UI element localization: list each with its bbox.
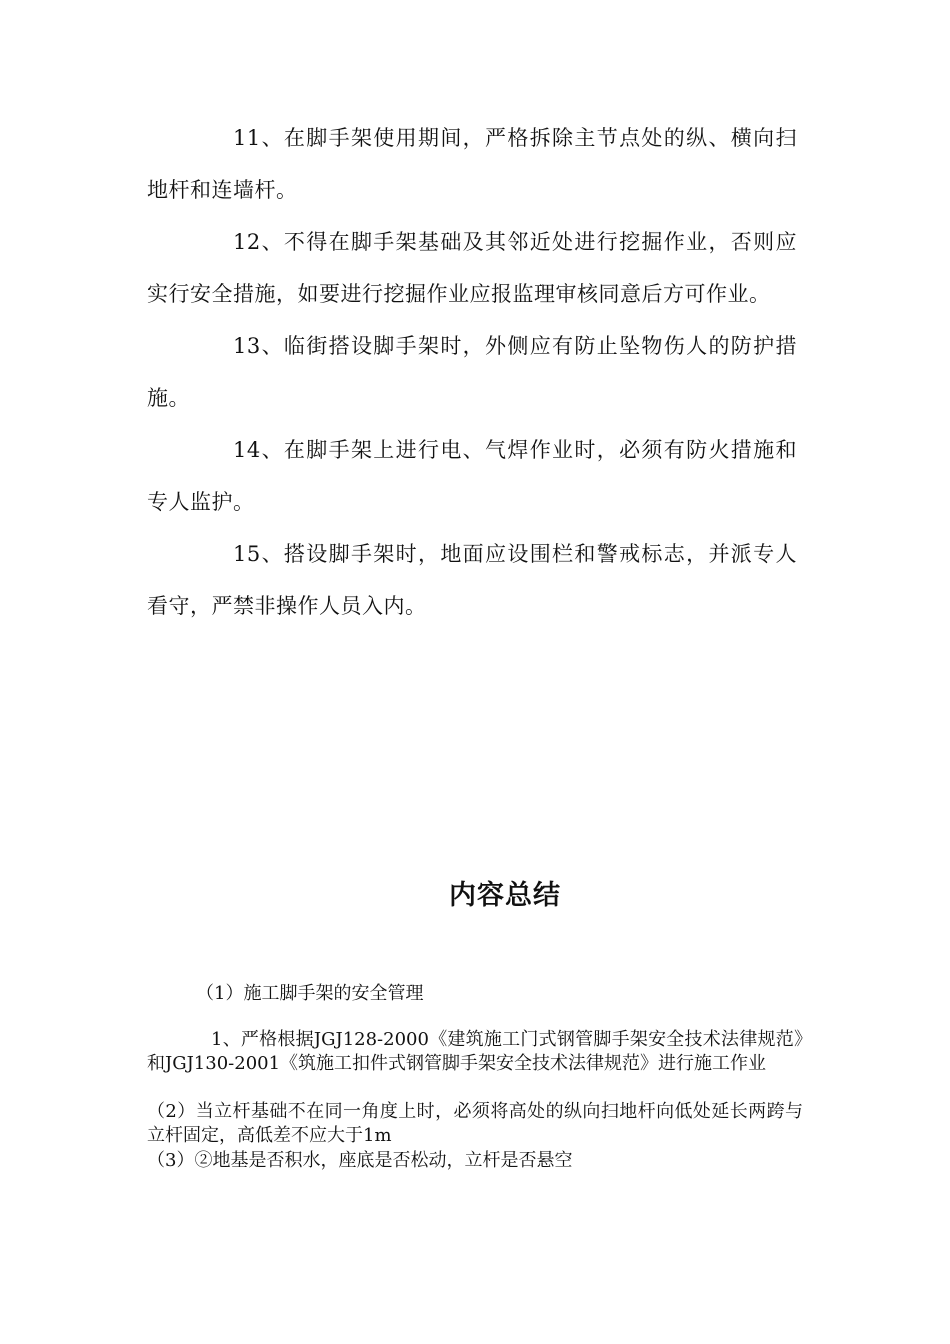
paragraph-item-14: 14、在脚手架上进行电、气焊作业时，必须有防火措施和专人监护。 [147,438,797,514]
paragraph-item-12: 12、不得在脚手架基础及其邻近处进行挖掘作业，否则应实行安全措施，如要进行挖掘作业应报监理审核同意后方可作业。 [147,230,797,306]
paragraph-item-11: 11、在脚手架使用期间，严格拆除主节点处的纵、横向扫地杆和连墙杆。 [147,126,797,202]
summary-item-2: （2）当立杆基础不在同一角度上时，必须将高处的纵向扫地杆向低处延长两跨与立杆固定，高低差不应大于1m [147,1101,803,1146]
summary-item-1: 1、严格根据JGJ128-2000《建筑施工门式钢管脚手架安全技术法律规范》和JGJ130-2001《筑施工扣件式钢管脚手架安全技术法律规范》进行施工作业 [147,1029,803,1074]
summary-subheading: （1）施工脚手架的安全管理 [196,983,424,1004]
paragraph-item-13: 13、临街搭设脚手架时，外侧应有防止坠物伤人的防护措施。 [147,334,797,410]
summary-item-3: （3）②地基是否积水，座底是否松动，立杆是否悬空 [147,1150,573,1171]
paragraph-item-15: 15、搭设脚手架时，地面应设围栏和警戒标志，并派专人看守，严禁非操作人员入内。 [147,542,797,618]
summary-title: 内容总结 [449,880,561,911]
